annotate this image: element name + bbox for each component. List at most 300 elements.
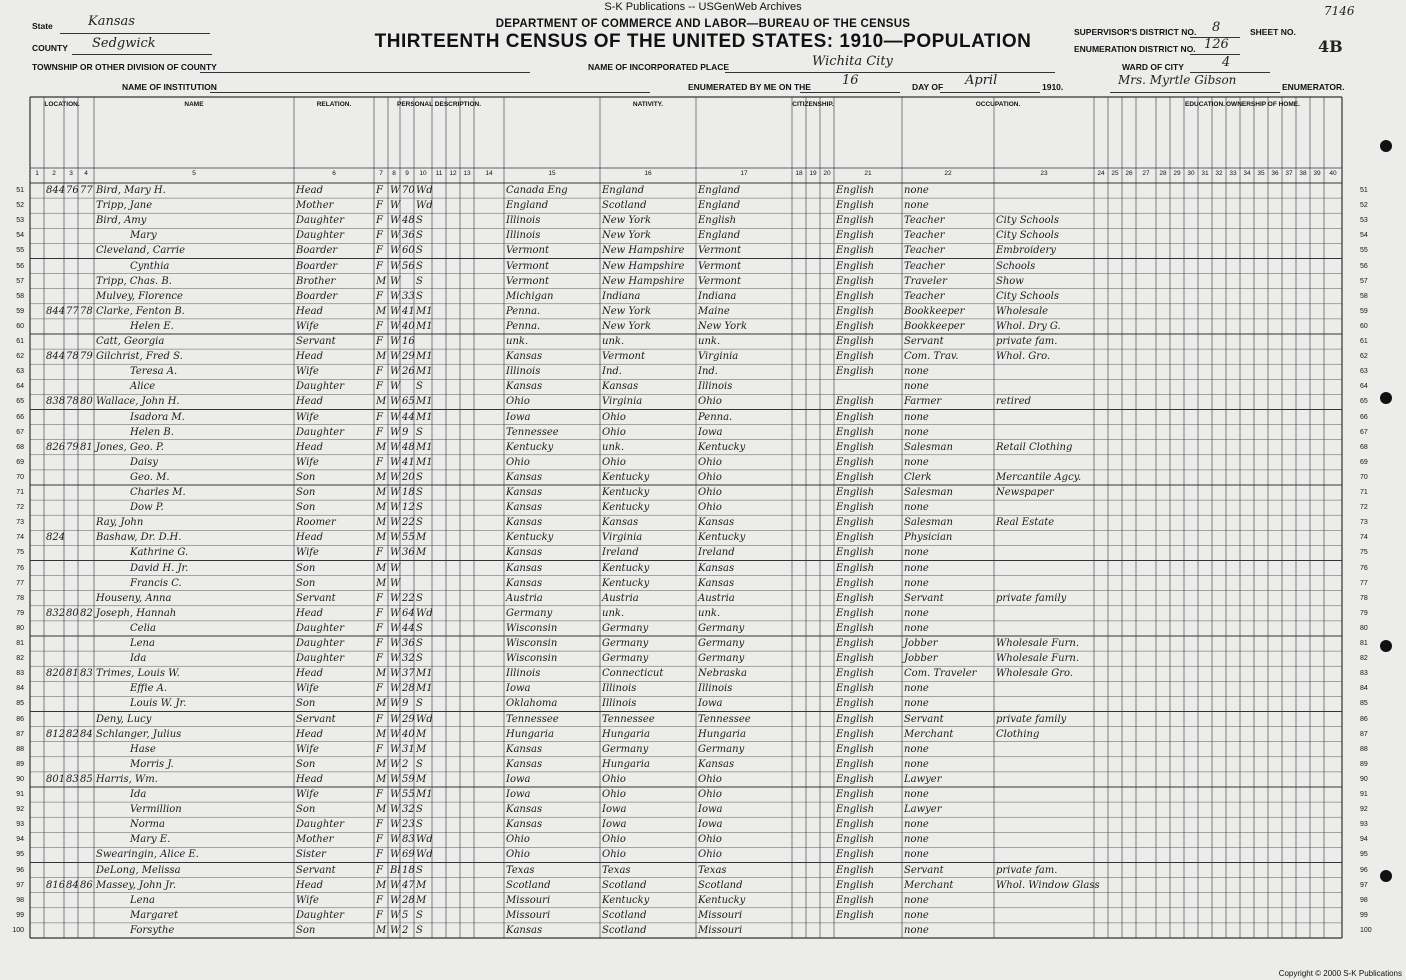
cell-fbirth: Ohio	[602, 456, 626, 468]
cell-occ: none	[904, 381, 929, 393]
cell-age: 41	[402, 305, 415, 317]
cell-mbirth: Kentucky	[698, 441, 746, 453]
cell-sex: F	[376, 320, 383, 332]
cell-ms: S	[416, 698, 423, 710]
cell-name: Kathrine G.	[130, 547, 189, 559]
cell-born: Oklahoma	[506, 698, 558, 710]
line-number: 84	[16, 685, 24, 693]
cell-name: Ray, John	[96, 517, 144, 529]
cell-lang: English	[836, 215, 875, 227]
cell-mbirth: Ohio	[698, 834, 722, 846]
cell-mbirth: Scotland	[698, 879, 743, 891]
cell-occ: none	[904, 185, 929, 196]
cell-rel: Head	[296, 879, 324, 891]
line-number: 67	[16, 428, 24, 436]
cell-mbirth: Ohio	[698, 487, 722, 498]
cell-ms: S	[416, 230, 423, 242]
line-number: 92	[16, 806, 24, 814]
cell-lang: English	[836, 260, 875, 272]
cell-lang: English	[836, 773, 875, 785]
binder-hole	[1380, 140, 1392, 152]
cell-fm: 79	[80, 351, 93, 363]
cell-born: Kentucky	[506, 441, 554, 453]
cell-age: 60	[402, 245, 415, 257]
cell-race: W	[390, 532, 401, 544]
enumerator-name: Mrs. Myrtle Gibson	[1118, 73, 1237, 87]
cell-sex: M	[376, 305, 387, 317]
cell-rel: Wife	[296, 789, 319, 800]
cell-rel: Daughter	[296, 622, 344, 634]
line-number: 80	[16, 624, 24, 632]
cell-age: 9	[402, 698, 409, 710]
enumerator-label: ENUMERATOR.	[1282, 82, 1345, 92]
cell-occ: none	[904, 683, 929, 695]
cell-rel: Daughter	[296, 638, 344, 649]
cell-born: Tennessee	[506, 713, 559, 725]
sheet-label: SHEET NO.	[1250, 27, 1296, 37]
cell-rel: Head	[296, 351, 324, 363]
cell-mbirth: Iowa	[698, 426, 723, 438]
cell-fbirth: Kentucky	[602, 894, 650, 906]
cell-sex: M	[376, 728, 387, 740]
column-group-header: LOCATION.	[44, 101, 80, 108]
cell-fam: 76	[66, 185, 79, 196]
column-number: 26	[1125, 170, 1133, 177]
cell-fam: 80	[66, 607, 79, 619]
cell-occ: Merchant	[904, 879, 954, 891]
cell-name: Cleveland, Carrie	[96, 245, 185, 257]
cell-ms: M	[416, 547, 427, 559]
column-number: 36	[1271, 170, 1279, 177]
cell-race: W	[390, 607, 401, 619]
cell-born: Missouri	[506, 909, 551, 921]
cell-fbirth: Germany	[602, 638, 649, 649]
cell-lang: English	[836, 471, 875, 483]
cell-race: W	[390, 290, 401, 302]
cell-race: W	[390, 245, 401, 257]
cell-name: Daisy	[130, 456, 158, 468]
cell-occ: none	[904, 909, 929, 921]
cell-rel: Boarder	[296, 260, 338, 272]
column-number: 30	[1187, 170, 1195, 177]
cell-mbirth: unk.	[698, 336, 721, 347]
cell-ms: S	[416, 758, 423, 770]
cell-lang: English	[836, 879, 875, 891]
cell-ind: private family	[996, 592, 1067, 604]
cell-name: Helen B.	[130, 426, 174, 438]
cell-race: W	[390, 834, 401, 846]
cell-born: Iowa	[506, 773, 531, 785]
cell-ind: Retail Clothing	[996, 441, 1073, 453]
cell-born: Kansas	[506, 517, 543, 529]
line-number: 61	[16, 338, 24, 345]
cell-lang: English	[836, 698, 875, 710]
cell-ms: S	[416, 653, 423, 665]
cell-race: W	[390, 230, 401, 242]
column-number: 4	[84, 170, 88, 177]
line-number: 86	[16, 715, 24, 723]
cell-born: Kansas	[506, 577, 543, 589]
cell-race: W	[390, 728, 401, 740]
cell-rel: Son	[296, 471, 316, 483]
cell-ind: Clothing	[996, 728, 1040, 740]
cell-ind: Real Estate	[996, 517, 1055, 529]
cell-occ: none	[904, 849, 929, 861]
cell-mbirth: Indiana	[698, 290, 737, 302]
cell-born: Ohio	[506, 396, 530, 408]
cell-lang: English	[836, 320, 875, 332]
cell-race: W	[390, 351, 401, 363]
cell-age: 23	[402, 819, 415, 831]
cell-age: 83	[402, 834, 415, 846]
cell-age: 2	[402, 924, 409, 936]
cell-race: W	[390, 260, 401, 272]
cell-fbirth: Iowa	[602, 819, 627, 831]
publisher-line: S-K Publications -- USGenWeb Archives	[604, 1, 802, 13]
cell-occ: none	[904, 502, 929, 514]
cell-race: W	[390, 562, 401, 574]
cell-ind: Embroidery	[996, 245, 1056, 257]
cell-age: 26	[402, 366, 415, 378]
cell-name: Tripp, Jane	[96, 200, 153, 212]
cell-born: Wisconsin	[506, 653, 558, 665]
cell-occ: Salesman	[904, 487, 953, 498]
cell-sex: M	[376, 773, 387, 785]
cell-sex: M	[376, 275, 387, 287]
cell-sex: M	[376, 804, 387, 816]
cell-name: Helen E.	[130, 320, 174, 332]
line-number: 62	[16, 353, 24, 361]
cell-age: 28	[402, 894, 415, 906]
line-number-right: 84	[1360, 685, 1368, 693]
cell-sex: M	[376, 487, 387, 498]
cell-occ: Salesman	[904, 517, 953, 529]
cell-mbirth: English	[698, 215, 737, 227]
cell-born: Kansas	[506, 743, 543, 755]
cell-fbirth: New York	[602, 305, 651, 317]
line-number-right: 75	[1360, 549, 1368, 557]
cell-born: Michigan	[506, 290, 554, 302]
cell-ind: retired	[996, 396, 1032, 408]
cell-born: Missouri	[506, 894, 551, 906]
cell-fbirth: Indiana	[602, 290, 641, 302]
cell-name: Morris J.	[130, 758, 174, 770]
cell-name: Jones, Geo. P.	[96, 441, 164, 453]
column-number: 10	[419, 170, 427, 177]
cell-race: W	[390, 366, 401, 378]
line-number-right: 66	[1360, 413, 1368, 421]
cell-mbirth: Ohio	[698, 396, 722, 408]
cell-race: W	[390, 879, 401, 891]
cell-dw: 826	[46, 441, 66, 453]
cell-sex: F	[376, 381, 383, 393]
cell-name: Mary	[130, 230, 157, 242]
cell-fbirth: unk.	[602, 336, 625, 347]
cell-mbirth: England	[698, 200, 741, 212]
cell-race: W	[390, 456, 401, 468]
cell-fbirth: New Hampshire	[602, 260, 685, 272]
column-number: 16	[644, 170, 652, 177]
cell-sex: F	[376, 638, 383, 649]
cell-fbirth: Ohio	[602, 773, 626, 785]
cell-ms: M1	[416, 456, 433, 468]
cell-race: W	[390, 411, 401, 423]
cell-fbirth: Scotland	[602, 879, 647, 891]
cell-occ: Com. Trav.	[904, 351, 959, 363]
cell-born: Kentucky	[506, 532, 554, 544]
supervisor-district-label: SUPERVISOR'S DISTRICT NO.	[1074, 27, 1197, 37]
cell-occ: Com. Traveler	[904, 668, 977, 680]
cell-race: W	[390, 215, 401, 227]
cell-born: Ohio	[506, 456, 530, 468]
column-group-header: EDUCATION.	[1185, 101, 1225, 108]
cell-born: Kansas	[506, 351, 543, 363]
cell-lang: English	[836, 577, 875, 589]
cell-race: W	[390, 773, 401, 785]
line-number: 70	[16, 473, 24, 481]
cell-occ: none	[904, 426, 929, 438]
cell-fbirth: New Hampshire	[602, 245, 685, 257]
line-number: 81	[16, 640, 24, 647]
cell-mbirth: Ind.	[698, 366, 718, 378]
cell-name: Dow P.	[130, 502, 164, 514]
column-number: 37	[1285, 170, 1293, 177]
line-number-right: 52	[1360, 202, 1368, 210]
cell-name: Celia	[130, 622, 156, 634]
line-number-right: 88	[1360, 745, 1368, 753]
cell-race: W	[390, 487, 401, 498]
cell-ms: S	[416, 471, 423, 483]
cell-rel: Head	[296, 728, 324, 740]
cell-lang: English	[836, 200, 875, 212]
cell-born: Germany	[506, 607, 553, 619]
cell-rel: Son	[296, 924, 316, 936]
cell-age: 18	[402, 487, 415, 498]
cell-fam: 78	[66, 396, 79, 408]
line-number: 79	[16, 609, 24, 617]
column-number: 34	[1243, 170, 1251, 177]
line-number: 77	[16, 579, 24, 587]
line-number: 56	[16, 262, 24, 270]
cell-sex: M	[376, 471, 387, 483]
cell-ind: Whol. Window Glass	[996, 879, 1100, 891]
column-number: 33	[1229, 170, 1237, 177]
line-number-right: 89	[1360, 760, 1368, 768]
cell-race: W	[390, 426, 401, 438]
cell-born: Illinois	[506, 230, 541, 242]
cell-ms: M	[416, 879, 427, 891]
cell-sex: F	[376, 456, 383, 468]
cell-ind: Mercantile Agcy.	[996, 471, 1082, 483]
cell-born: Iowa	[506, 789, 531, 800]
cell-fbirth: Kentucky	[602, 577, 650, 589]
cell-ind: private fam.	[996, 336, 1058, 347]
cell-name: Bashaw, Dr. D.H.	[96, 532, 182, 544]
cell-ms: Wd	[416, 607, 433, 619]
cell-mbirth: Missouri	[698, 924, 743, 936]
cell-name: Mary E.	[130, 834, 171, 846]
cell-born: Iowa	[506, 683, 531, 695]
cell-mbirth: Ireland	[698, 547, 735, 559]
line-number-right: 77	[1360, 579, 1368, 587]
column-number: 24	[1097, 170, 1105, 177]
column-group-header: OCCUPATION.	[975, 101, 1021, 108]
cell-sex: F	[376, 366, 383, 378]
cell-name: Effie A.	[130, 683, 168, 695]
cell-rel: Daughter	[296, 215, 344, 227]
cell-fbirth: Kentucky	[602, 471, 650, 483]
line-number: 94	[16, 836, 24, 844]
cell-fbirth: Scotland	[602, 924, 647, 936]
cell-race: W	[390, 441, 401, 453]
cell-sex: M	[376, 351, 387, 363]
cell-mbirth: Ohio	[698, 502, 722, 514]
cell-occ: Teacher	[904, 260, 945, 272]
line-number: 90	[16, 775, 24, 783]
cell-age: 55	[402, 789, 415, 800]
cell-dw: 820	[46, 668, 66, 680]
cell-age: 18	[402, 864, 415, 876]
cell-fbirth: New Hampshire	[602, 275, 685, 287]
line-number-right: 97	[1360, 881, 1368, 889]
cell-age: 33	[402, 290, 415, 302]
enumeration-district-label: ENUMERATION DISTRICT NO.	[1074, 44, 1196, 54]
cell-occ: Teacher	[904, 290, 945, 302]
cell-fbirth: Kentucky	[602, 562, 650, 574]
line-number: 65	[16, 398, 24, 406]
cell-age: 56	[402, 260, 415, 272]
cell-race: W	[390, 622, 401, 634]
cell-ind: Whol. Dry G.	[996, 320, 1061, 332]
cell-age: 37	[402, 668, 415, 680]
cell-ms: M1	[416, 441, 433, 453]
line-number-right: 61	[1360, 338, 1368, 345]
cell-occ: none	[904, 894, 929, 906]
line-number-right: 58	[1360, 292, 1368, 300]
cell-fbirth: Ohio	[602, 849, 626, 861]
cell-rel: Son	[296, 502, 316, 514]
cell-race: W	[390, 200, 401, 212]
cell-fm: 81	[80, 441, 93, 453]
cell-occ: Lawyer	[904, 773, 942, 785]
cell-rel: Servant	[296, 864, 336, 876]
cell-occ: none	[904, 758, 929, 770]
column-number: 3	[69, 170, 73, 177]
cell-age: 36	[402, 547, 415, 559]
cell-rel: Daughter	[296, 381, 344, 393]
cell-occ: none	[904, 577, 929, 589]
cell-occ: none	[904, 924, 929, 936]
copyright-notice: Copyright © 2000 S-K Publications	[1278, 969, 1402, 978]
cell-age: 9	[402, 426, 409, 438]
cell-race: W	[390, 819, 401, 831]
cell-rel: Mother	[296, 834, 334, 846]
cell-lang: English	[836, 683, 875, 695]
cell-rel: Daughter	[296, 819, 344, 831]
cell-ms: M	[416, 532, 427, 544]
cell-rel: Mother	[296, 200, 334, 212]
cell-age: 2	[402, 758, 409, 770]
cell-born: Kansas	[506, 471, 543, 483]
line-number: 97	[16, 881, 24, 889]
column-number: 25	[1111, 170, 1119, 177]
binder-hole	[1380, 392, 1392, 404]
cell-fam: 81	[66, 668, 79, 680]
column-number: 40	[1329, 170, 1337, 177]
cell-mbirth: Illinois	[698, 381, 733, 393]
cell-name: Isadora M.	[130, 411, 185, 423]
cell-occ: Servant	[904, 713, 944, 725]
cell-mbirth: Hungaria	[698, 728, 746, 740]
cell-born: Austria	[506, 592, 543, 604]
line-number-right: 83	[1360, 670, 1368, 678]
cell-occ: none	[904, 547, 929, 559]
cell-lang: English	[836, 668, 875, 680]
cell-name: Joseph, Hannah	[96, 607, 177, 619]
cell-ms: Wd	[416, 849, 433, 861]
cell-born: Canada Eng	[506, 185, 568, 196]
cell-sex: F	[376, 607, 383, 619]
cell-rel: Wife	[296, 411, 319, 423]
cell-sex: F	[376, 547, 383, 559]
line-number: 87	[16, 730, 24, 738]
cell-sex: F	[376, 894, 383, 906]
cell-sex: F	[376, 290, 383, 302]
cell-lang: English	[836, 396, 875, 408]
cell-lang: English	[836, 909, 875, 921]
cell-occ: none	[904, 562, 929, 574]
cell-mbirth: Ohio	[698, 849, 722, 861]
cell-sex: F	[376, 819, 383, 831]
line-number: 64	[16, 383, 24, 391]
line-number-right: 81	[1360, 640, 1368, 647]
line-number-right: 68	[1360, 443, 1368, 451]
cell-fbirth: Illinois	[602, 683, 637, 695]
column-number: 27	[1142, 170, 1150, 177]
cell-name: David H. Jr.	[130, 562, 189, 574]
cell-born: Illinois	[506, 366, 541, 378]
cell-dw: 838	[46, 396, 66, 408]
cell-lang: English	[836, 819, 875, 831]
cell-lang: English	[836, 758, 875, 770]
cell-lang: English	[836, 622, 875, 634]
cell-born: Penna.	[506, 305, 541, 317]
line-number-right: 55	[1360, 247, 1368, 255]
cell-rel: Wife	[296, 683, 319, 695]
cell-occ: Teacher	[904, 245, 945, 257]
cell-name: Geo. M.	[130, 471, 170, 483]
cell-lang: English	[836, 562, 875, 574]
cell-dw: 824	[46, 532, 66, 544]
supervisor-district-value: 8	[1212, 20, 1221, 35]
cell-lang: English	[836, 789, 875, 800]
cell-occ: Merchant	[904, 728, 954, 740]
cell-occ: Traveler	[904, 275, 947, 287]
line-number: 91	[16, 791, 24, 798]
column-number: 13	[463, 170, 471, 177]
enumerated-month: April	[965, 73, 998, 88]
cell-mbirth: Ohio	[698, 471, 722, 483]
cell-fbirth: Kansas	[602, 517, 639, 529]
column-number: 15	[548, 170, 556, 177]
cell-ms: M1	[416, 683, 433, 695]
institution-label: NAME OF INSTITUTION	[122, 82, 217, 92]
cell-ms: M1	[416, 668, 433, 680]
cell-born: Vermont	[506, 275, 549, 287]
cell-born: Kansas	[506, 487, 543, 498]
cell-ind: City Schools	[996, 215, 1059, 227]
column-number: 38	[1299, 170, 1307, 177]
